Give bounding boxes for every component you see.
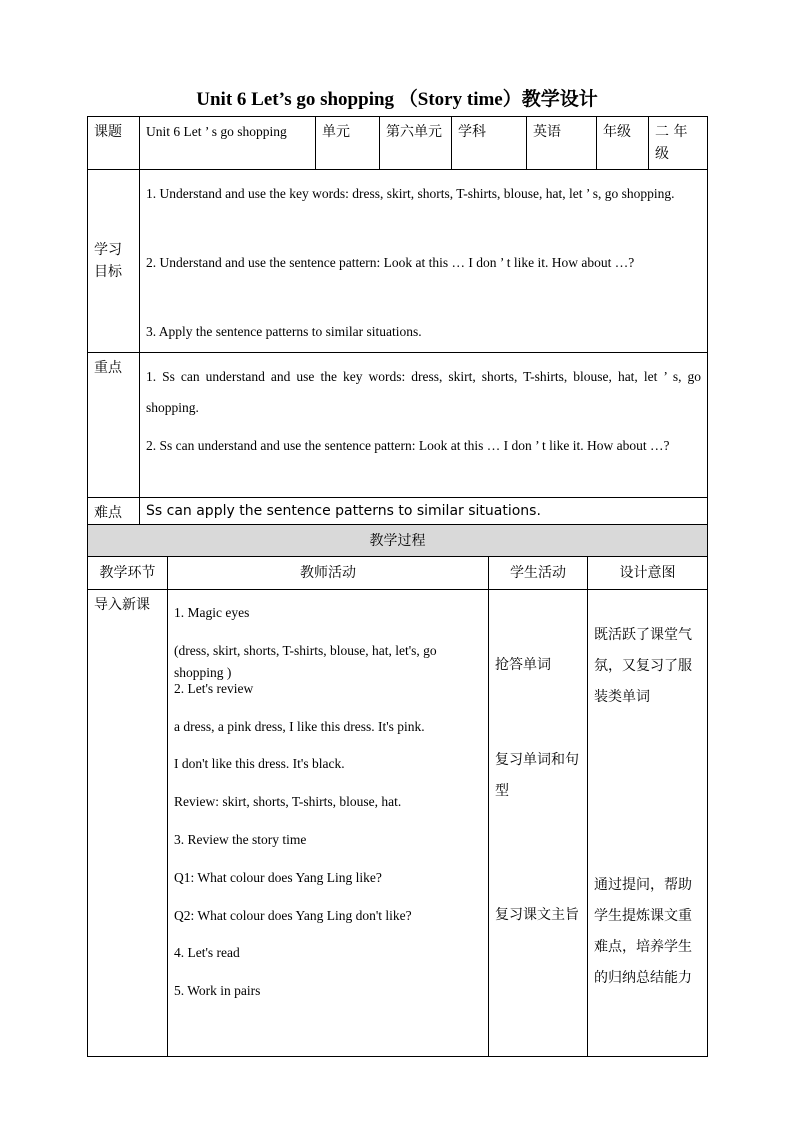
- student-activities: [489, 590, 588, 1057]
- teacher-step: a dress, a pink dress, I like this dress. It's pink.: [174, 718, 425, 734]
- unit-value: 第六单元: [380, 117, 452, 170]
- objectives-label: 学习目标: [88, 170, 140, 353]
- overview-table: [87, 116, 708, 529]
- grade-value: 二 年级: [649, 117, 708, 170]
- col-intent-header: 设计意图: [588, 557, 708, 590]
- process-heading: 教学过程: [88, 525, 708, 557]
- subject-value: 英语: [527, 117, 597, 170]
- stage-label: 导入新课: [88, 590, 168, 1057]
- teacher-step: Q1: What colour does Yang Ling like?: [174, 869, 382, 885]
- subject-label: 学科: [452, 117, 527, 170]
- process-intro-row: [88, 590, 708, 1057]
- document-title: Unit 6 Let’s go shopping （Story time）教学设计: [196, 89, 598, 110]
- teacher-activities: [168, 590, 489, 1057]
- key-points-list: [140, 353, 708, 498]
- teacher-step: 2. Let's review: [174, 680, 254, 696]
- grade-label: 年级: [597, 117, 649, 170]
- process-header-row: [88, 557, 708, 590]
- teacher-step: 5. Work in pairs: [174, 983, 261, 999]
- topic-value: Unit 6 Let ’ s go shopping: [140, 117, 316, 170]
- objective-item: 1. Understand and use the key words: dress, skirt, shorts, T-shirts, blouse, hat, let ’ s, go shopping.: [146, 186, 675, 201]
- student-act: 复习课文主旨: [495, 907, 579, 923]
- difficulty-label: 难点: [88, 498, 140, 529]
- student-act: 复习单词和句型: [495, 752, 579, 799]
- teacher-step: 1. Magic eyes: [174, 605, 250, 620]
- key-point-item: 2. Ss can understand and use the sentence pattern: Look at this … I don ’ t like it. How about …?: [146, 438, 670, 453]
- objectives-list: [140, 170, 708, 353]
- objective-item: 2. Understand and use the sentence pattern: Look at this … I don ’ t like it. How about …?: [146, 255, 635, 270]
- col-teacher-header: 教师活动: [168, 557, 489, 590]
- difficulty-text: Ss can apply the sentence patterns to similar situations.: [140, 498, 708, 529]
- key-point-item: 1. Ss can understand and use the key words: dress, skirt, shorts, T-shirts, blouse, hat, let ’ s, go shopping.: [146, 369, 701, 415]
- objectives-row: [88, 170, 708, 353]
- teacher-step: 3. Review the story time: [174, 831, 307, 847]
- objective-item: 3. Apply the sentence patterns to similar situations.: [146, 324, 422, 339]
- process-heading-row: [88, 525, 708, 557]
- col-stage-header: 教学环节: [88, 557, 168, 590]
- intent-item: 既活跃了课堂气氛，又复习了服装类单词: [594, 627, 692, 705]
- topic-label: 课题: [88, 117, 140, 170]
- process-table: [87, 524, 708, 1057]
- key-points-label: 重点: [88, 353, 140, 498]
- key-points-row: [88, 353, 708, 498]
- student-act: 抢答单词: [495, 657, 551, 673]
- teacher-step: Q2: What colour does Yang Ling don't like?: [174, 907, 412, 923]
- design-intents: [588, 590, 708, 1057]
- teacher-step: I don't like this dress. It's black.: [174, 756, 345, 772]
- teacher-step: 4. Let's read: [174, 945, 240, 961]
- info-row: [88, 117, 708, 170]
- col-student-header: 学生活动: [489, 557, 588, 590]
- teacher-step: (dress, skirt, shorts, T-shirts, blouse, hat, let's, go shopping ): [174, 642, 437, 680]
- teacher-step: Review: skirt, shorts, T-shirts, blouse, hat.: [174, 794, 402, 810]
- unit-label: 单元: [316, 117, 380, 170]
- intent-item: 通过提问，帮助学生提炼课文重难点，培养学生的归纳总结能力: [594, 877, 692, 986]
